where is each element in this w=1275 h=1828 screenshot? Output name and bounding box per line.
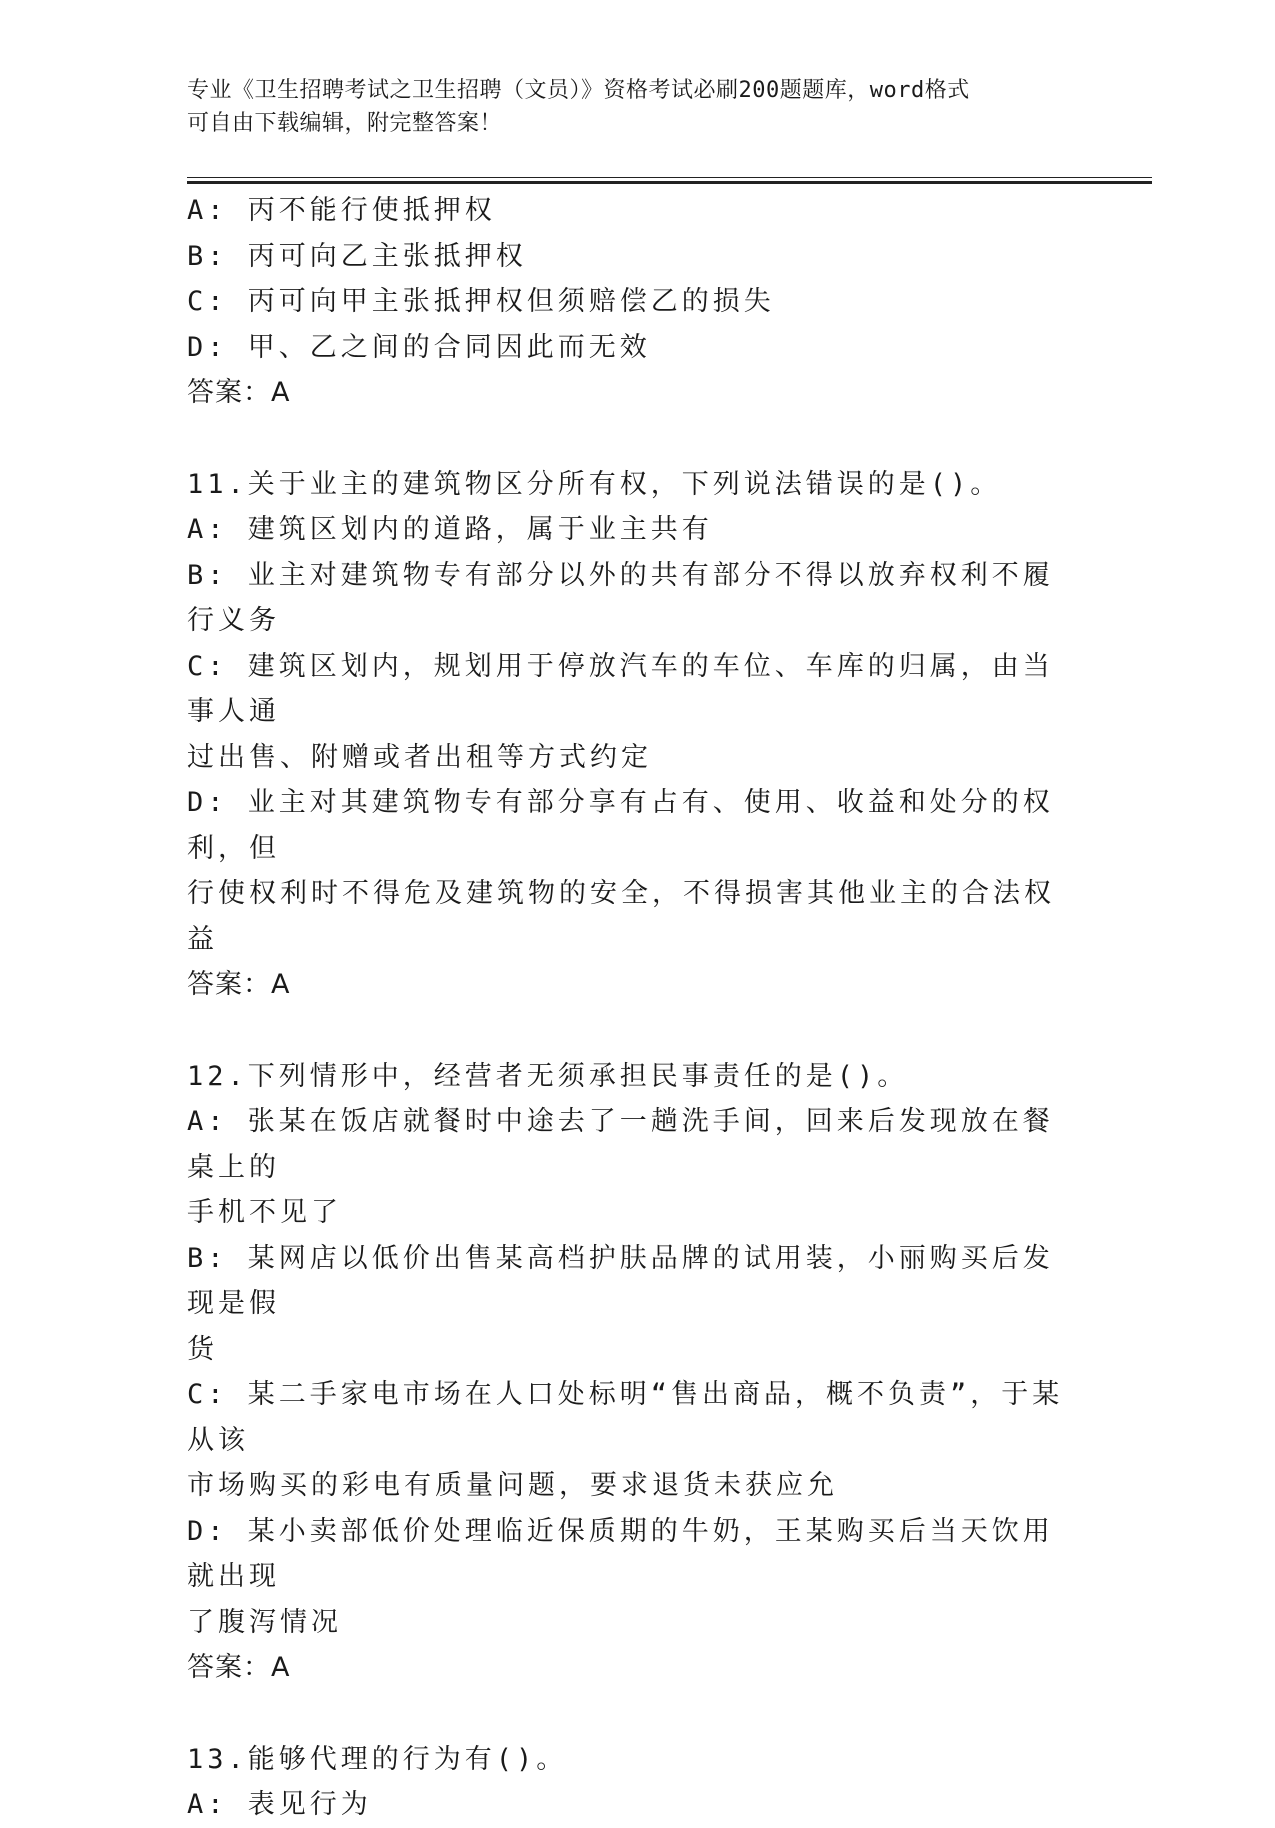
option-c-continued: 市场购买的彩电有质量问题，要求退货未获应允 xyxy=(187,1470,838,1501)
question-stem: 11.关于业主的建筑物区分所有权，下列说法错误的是()。 xyxy=(187,468,1002,500)
question-block-11 xyxy=(187,462,1067,1008)
option-c: C: 建筑区划内，规划用于停放汽车的车位、车库的归属，由当事人通 xyxy=(187,650,1054,727)
option-d-continued: 行使权利时不得危及建筑物的安全，不得损害其他业主的合法权益 xyxy=(187,878,1055,955)
option-a: A: 张某在饭店就餐时中途去了一趟洗手间，回来后发现放在餐桌上的 xyxy=(187,1106,1054,1183)
option-c: C: 某二手家电市场在人口处标明“售出商品，概不负责”，于某从该 xyxy=(187,1379,1064,1456)
question-block-13 xyxy=(187,1737,1067,1828)
option-c: C: 丙可向甲主张抵押权但须赔偿乙的损失 xyxy=(187,286,775,317)
answer-line: 答案：A xyxy=(187,1652,291,1683)
option-c-continued: 过出售、附赠或者出租等方式约定 xyxy=(187,741,652,773)
header-divider-thin xyxy=(187,177,1152,178)
option-a-continued: 手机不见了 xyxy=(187,1197,342,1228)
option-d: D: 甲、乙之间的合同因此而无效 xyxy=(187,331,651,363)
header-divider-thick xyxy=(187,181,1152,184)
option-b: B: 丙可向乙主张抵押权 xyxy=(187,240,527,272)
option-b: B: 某网店以低价出售某高档护肤品牌的试用装，小丽购买后发现是假 xyxy=(187,1242,1054,1319)
option-d: D: 业主对其建筑物专有部分享有占有、使用、收益和处分的权利，但 xyxy=(187,787,1054,864)
header-line-2: 可自由下载编辑，附完整答案！ xyxy=(187,111,503,136)
question-block-12 xyxy=(187,1054,1067,1691)
question-block-previous xyxy=(187,188,1067,416)
document-body xyxy=(187,188,1067,1828)
question-stem: 12.下列情形中，经营者无须承担民事责任的是()。 xyxy=(187,1060,909,1092)
option-a: A: 建筑区划内的道路，属于业主共有 xyxy=(187,514,713,545)
option-d-continued: 了腹泻情况 xyxy=(187,1606,342,1638)
option-a: A: 丙不能行使抵押权 xyxy=(187,195,496,226)
question-stem: 13.能够代理的行为有()。 xyxy=(187,1743,568,1775)
answer-line: 答案：A xyxy=(187,969,291,1000)
option-b: B: 业主对建筑物专有部分以外的共有部分不得以放弃权利不履行义务 xyxy=(187,559,1054,636)
answer-line: 答案：A xyxy=(187,377,291,408)
option-a: A: 表见行为 xyxy=(187,1789,372,1820)
document-header xyxy=(187,74,1067,140)
option-d: D: 某小卖部低价处理临近保质期的牛奶，王某购买后当天饮用就出现 xyxy=(187,1515,1054,1592)
header-line-1: 专业《卫生招聘考试之卫生招聘（文员）》资格考试必刷200题题库，word格式 xyxy=(187,78,970,103)
option-b-continued: 货 xyxy=(187,1333,218,1365)
